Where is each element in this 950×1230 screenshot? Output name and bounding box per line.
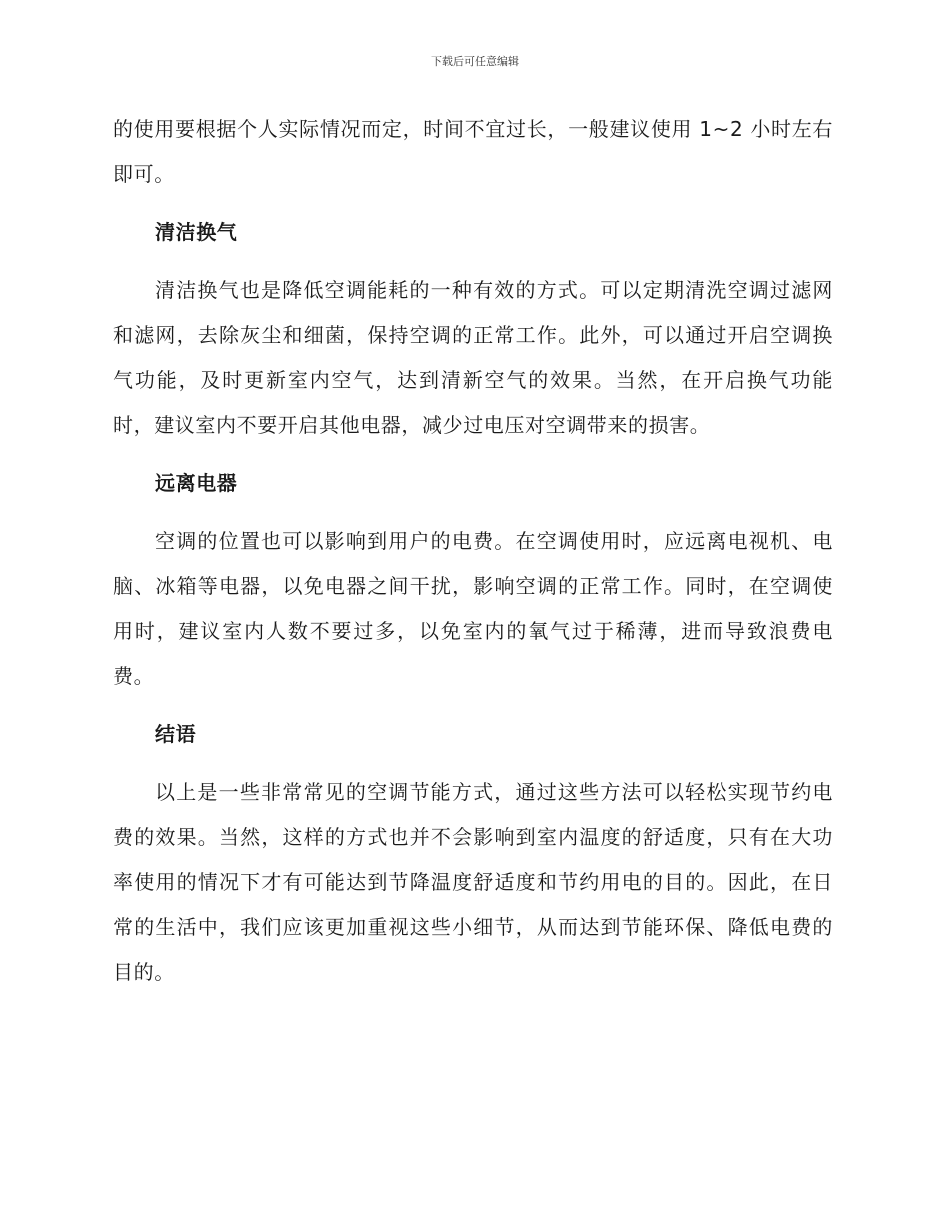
section-body-ventilation: 清洁换气也是降低空调能耗的一种有效的方式。可以定期清洗空调过滤网和滤网，去除灰尘和细菌，保持空调的正常工作。此外，可以通过开启空调换气功能，及时更新室内空气，达到清新空气的效果。当然，在开启换气功能时，建议室内不要开启其他电器，减少过电压对空调带来的损害。 — [113, 278, 833, 437]
section-body-conclusion: 以上是一些非常常见的空调节能方式，通过这些方法可以轻松实现节约电费的效果。当然，这样的方式也并不会影响到室内温度的舒适度，只有在大功率使用的情况下才有可能达到节降温度舒适度和节约用电的目的。因此，在日常的生活中，我们应该更加重视这些小细节，从而达到节能环保、降低电费的目的。 — [113, 780, 833, 984]
document-body — [113, 107, 833, 995]
section-heading-ventilation: 清洁换气 — [155, 220, 238, 244]
page-header-note: 下载后可任意编辑 — [431, 55, 519, 68]
intro-paragraph: 的使用要根据个人实际情况而定，时间不宜过长，一般建议使用 1~2 小时左右即可。 — [113, 117, 833, 186]
section-body-away-from-appliances: 空调的位置也可以影响到用户的电费。在空调使用时，应远离电视机、电脑、冰箱等电器，以免电器之间干扰，影响空调的正常工作。同时，在空调使用时，建议室内人数不要过多，以免室内的氧气过于稀薄，进而导致浪费电费。 — [113, 529, 833, 688]
section-heading-away-from-appliances: 远离电器 — [155, 471, 238, 495]
section-heading-conclusion: 结语 — [155, 722, 197, 746]
